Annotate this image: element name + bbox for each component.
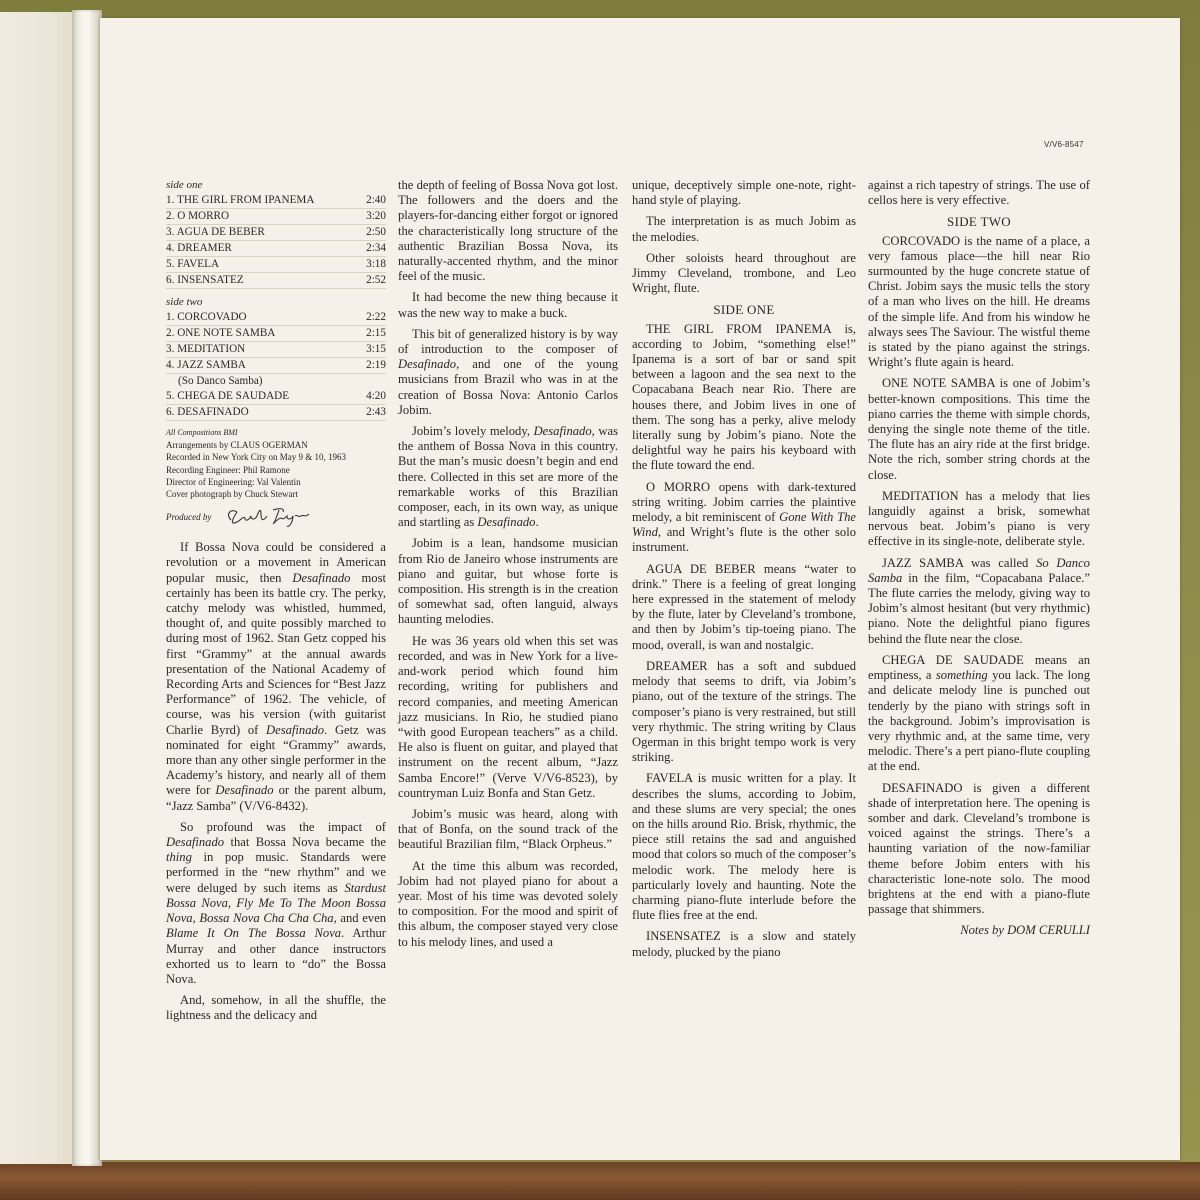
notes-italic-text: Desafinado	[477, 515, 536, 530]
producer-row	[166, 504, 386, 530]
track-row	[166, 358, 386, 374]
track-title: 1. THE GIRL FROM IPANEMA	[166, 194, 315, 206]
track-title: 6. INSENSATEZ	[166, 274, 244, 286]
notes-paragraph	[398, 327, 618, 418]
notes-text: AGUA DE BEBER means “water to drink.” There is a feeling of great longing here expressed in the statement of melody by the flute, later by Cleveland’s trombone, and then by Jobim’s tip-toeing piano. The mood, overall, is wan and nostalgic.	[632, 561, 856, 652]
notes-text: CHEGA DE SAUDADE means an emptiness, a	[868, 652, 1090, 683]
notes-text: , and Wright’s flute is the other solo instrument.	[632, 525, 856, 555]
track-time: 4:20	[366, 390, 386, 402]
track-title: (So Danco Samba)	[178, 375, 263, 387]
notes-text: MEDITATION has a melody that lies languidly against a brisk, somewhat nervous beat. Jobim’s piano is very effective in its single-note, deliberate style.	[868, 488, 1090, 549]
notes-paragraph	[868, 376, 1090, 482]
notes-text: It had become the new thing because it was the new way to make a buck.	[398, 290, 618, 320]
credits	[166, 427, 386, 500]
side-two-label: side two	[166, 296, 203, 308]
track-row	[166, 225, 386, 241]
notes-text: THE GIRL FROM IPANEMA is, according to Jobim, “something else!” Ipanema is a sort of bar or sand spit between a lagoon and the sea next to the Copacabana Beach near Rio. There are houses there, and Jobim lives in one of them. The song has a perky, alive melody literally sung by Jobim’s piano. Note the delightful way he pairs his keyboard with the flute toward the end.	[632, 321, 856, 473]
track-time: 3:20	[366, 210, 386, 222]
notes-paragraph	[868, 489, 1090, 550]
credit-arrangements: Arrangements by CLAUS OGERMAN	[166, 440, 308, 451]
track-row	[166, 209, 386, 225]
notes-paragraph	[868, 781, 1090, 918]
notes-text: He was 36 years old when this set was recorded, and was in New York for a live-and-work period which found him recording, writing for publishers and record companies, and meeting American jazz musicians. In Rio, he studied piano “with good European teachers” as a child. He also is fluent on guitar, and played that instrument on the recent album, “Jazz Samba Encore!” (Verve V/V6-8523), by countryman Luiz Bonfa and Stan Getz.	[398, 633, 618, 800]
notes-text: that Bossa Nova became the	[224, 835, 386, 850]
track-time: 3:15	[366, 343, 386, 355]
track-title: 2. ONE NOTE SAMBA	[166, 327, 276, 339]
track-row	[166, 310, 386, 326]
notes-credit: Notes by DOM CERULLI	[960, 923, 1090, 938]
notes-paragraph	[398, 178, 618, 284]
notes-text: INSENSATEZ is a slow and stately melody, plucked by the piano	[632, 929, 856, 959]
notes-text: And, somehow, in all the shuffle, the lightness and the delicacy and	[166, 993, 386, 1023]
track-time: 3:18	[366, 258, 386, 270]
notes-text: in the film, “Copacabana Palace.” The flute carries the melody, giving way to Jobim’s almost hesitant (but very rhythmic) piano. Note the delightful piano figures behind the flute near the close.	[868, 570, 1090, 646]
side-one-heading: SIDE ONE	[713, 302, 775, 318]
notes-paragraph	[398, 424, 618, 530]
notes-paragraph	[868, 556, 1090, 647]
notes-italic-text: Stardust Bossa Nova, Fly Me To The Moon Bossa Nova, Bossa Nova Cha Cha Cha,	[166, 880, 386, 926]
track-title: 3. AGUA DE BEBER	[166, 226, 265, 238]
column-1	[166, 178, 386, 1030]
notes-text: Jobim’s lovely melody,	[412, 424, 534, 439]
track-time: 2:50	[366, 226, 386, 238]
notes-text: the depth of feeling of Bossa Nova got lost. The followers and the doers and the players-for-dancing either forgot or ignored the characteristically long structure of the authentic Brazilian Bossa Nova, its naturally-accented rhythm, and the minor feel of the music.	[398, 178, 618, 284]
track-time: 2:19	[366, 359, 386, 371]
track-title: 4. JAZZ SAMBA	[166, 359, 246, 371]
gatefold-spine	[72, 10, 102, 1166]
notes-italic-text: Blame It On The Bossa Nova	[166, 926, 342, 941]
track-row	[166, 241, 386, 257]
track-title: 5. CHEGA DE SAUDADE	[166, 390, 290, 402]
track-time: 2:40	[366, 194, 386, 206]
track-title: 6. DESAFINADO	[166, 406, 249, 418]
notes-paragraph	[398, 290, 618, 320]
notes-paragraph	[398, 807, 618, 853]
track-time: 2:22	[366, 311, 386, 323]
notes-text: , and one of the young musicians from Brazil who was in at the creation of Bossa Nova: Antonio Carlos Jobim.	[398, 357, 618, 417]
track-time: 2:15	[366, 327, 386, 339]
notes-column-3a	[632, 178, 856, 296]
notes-paragraph	[632, 562, 856, 653]
notes-text: . Getz was nominated for eight “Grammy” awards, more than any other single performer in the Academy’s history, and nearly all of them were for	[166, 722, 387, 798]
notes-paragraph	[166, 540, 386, 814]
track-title: 2. O MORRO	[166, 210, 230, 222]
track-row	[166, 389, 386, 405]
notes-italic-text: Desafinado	[398, 357, 457, 372]
notes-paragraph	[398, 859, 618, 950]
notes-paragraph	[632, 771, 856, 923]
notes-text: At the time this album was recorded, Jobim had not played piano for about a year. Most of his time was devoted solely to composition. For the mood and spirit of this album, the composer stayed very close to his melody lines, and used a	[398, 858, 618, 949]
notes-text: DREAMER has a soft and subdued melody that seems to drift, via Jobim’s piano, out of the texture of the strings. The composer’s piano is very restrained, but still very rhythmic. The string writing by Claus Ogerman in this bright tempo work is very striking.	[632, 658, 856, 765]
credit-director: Director of Engineering: Val Valentin	[166, 476, 301, 487]
notes-text: unique, deceptively simple one-note, right-hand style of playing.	[632, 178, 856, 208]
notes-paragraph	[632, 659, 856, 765]
track-time: 2:52	[366, 274, 386, 286]
producer-signature-icon	[223, 504, 315, 530]
notes-text: CORCOVADO is the name of a place, a very famous place—the hill near Rio surmounted by the huge concrete statue of Christ. Jobim says the music tells the story of a man who lives on the hill. He dreams of the simple life. And from his window he always sees The Saviour. The wistful theme is stated by the piano against the strings. Wright’s flute again is heard.	[868, 233, 1090, 370]
notes-paragraph	[166, 993, 386, 1023]
left-panel-edge	[0, 12, 72, 1164]
notes-text: against a rich tapestry of strings. The use of cellos here is very effective.	[868, 178, 1090, 208]
track-time: 2:34	[366, 242, 386, 254]
notes-paragraph	[398, 536, 618, 627]
credit-bmi: All Compositions BMI	[166, 428, 238, 437]
notes-text: ONE NOTE SAMBA is one of Jobim’s better-known compositions. This time the piano carries the theme with simple chords, denying the single note theme of the title. The flute has an airy ride at the first bridge. Note the rich, somber string chords at the close.	[868, 376, 1090, 482]
notes-italic-text: thing	[166, 850, 192, 865]
track-title: 1. CORCOVADO	[166, 311, 247, 323]
notes-text: in pop music. Standards were performed in the “new rhythm” and we were deluged by such items as	[166, 850, 386, 895]
notes-paragraph	[868, 653, 1090, 775]
track-row	[166, 193, 386, 209]
notes-text: and even	[336, 911, 386, 926]
track-title: 4. DREAMER	[166, 242, 232, 254]
notes-paragraph	[868, 234, 1090, 371]
notes-paragraph	[632, 178, 856, 208]
notes-text: Jobim’s music was heard, along with that of Bonfa, on the sound track of the beautiful Brazilian film, “Black Orpheus.”	[398, 806, 618, 852]
notes-text: or the parent album, “Jazz Samba” (V/V6-8432).	[166, 783, 386, 813]
notes-column-4b	[868, 234, 1090, 918]
notes-text: most certainly has been its battle cry. The perky, catchy melody was whistled, hummed, thought of, and quite possibly marched to during most of 1962. Stan Getz copped his first “Grammy” at the annual awards presentation of the National Academy of Recording Arts and Sciences for “Best Jazz Performance” of 1962. The vehicle, of course, was his version (with guitarist Charlie Byrd) of	[166, 570, 386, 737]
notes-paragraph	[632, 322, 856, 474]
wood-surface	[0, 1162, 1200, 1200]
track-row	[166, 374, 386, 389]
notes-italic-text: Desafinado	[292, 570, 351, 585]
column-4	[868, 178, 1090, 939]
notes-text: , was the anthem of Bossa Nova in this country. But the man’s music doesn’t begin and end there. Collected in this set are more of the remarkable works of this Brazilian composer, each, in its own way, as unique and startling as	[398, 424, 618, 530]
credit-recorded: Recorded in New York City on May 9 & 10, 1963	[166, 452, 346, 463]
notes-italic-text: Desafinado	[166, 835, 225, 850]
notes-text: So profound was the impact of	[180, 819, 386, 834]
notes-text: JAZZ SAMBA was called	[882, 555, 1037, 570]
column-2	[398, 178, 618, 956]
notes-text: Other soloists heard throughout are Jimmy Cleveland, trombone, and Leo Wright, flute.	[632, 250, 856, 296]
notes-italic-text: So Danco Samba	[868, 555, 1090, 585]
notes-text: .	[535, 515, 539, 530]
notes-italic-text: Desafinado	[215, 783, 274, 798]
notes-paragraph	[398, 634, 618, 801]
tracklist-side-two	[166, 310, 386, 421]
produced-by-label: Produced by	[166, 511, 212, 522]
notes-italic-text: Desafinado	[533, 424, 592, 439]
notes-text: you lack. The long and delicate melody line is punched out tenderly by the piano with strings soft in the background. Jobim’s improvisation is very rhythmic and, at the same time, very melodic. There’s a pert piano-flute coupling at the end.	[868, 668, 1090, 774]
notes-paragraph	[868, 178, 1090, 208]
notes-paragraph	[632, 929, 856, 959]
track-title: 5. FAVELA	[166, 258, 220, 270]
notes-italic-text: Gone With The Wind	[632, 510, 856, 540]
column-3	[632, 178, 856, 966]
notes-text: This bit of generalized history is by way of introduction to the composer of	[398, 326, 618, 357]
notes-text: The interpretation is as much Jobim as the melodies.	[632, 214, 856, 244]
side-two-heading: SIDE TWO	[947, 214, 1011, 230]
credit-photo: Cover photograph by Chuck Stewart	[166, 489, 298, 500]
notes-italic-text: Desafinado	[266, 722, 325, 737]
catalog-number: V/V6-8547	[1044, 140, 1084, 149]
notes-column-3b	[632, 322, 856, 960]
notes-paragraph	[632, 251, 856, 297]
notes-text: DESAFINADO is given a different shade of interpretation here. The opening is somber and dark. Cleveland’s trombone is voiced against the strings. There’s a haunting variation of the now-familiar theme before Jobim enters with his characteristic lone-note solo. The mood brightens at the end with a piano-flute passage that shimmers.	[868, 780, 1090, 917]
side-one-label: side one	[166, 179, 203, 191]
track-row	[166, 326, 386, 342]
notes-text: O MORRO opens with dark-textured string writing. Jobim carries the plaintive melody, a bit reminiscent of	[632, 479, 856, 525]
credit-engineer: Recording Engineer: Phil Ramone	[166, 464, 290, 475]
notes-paragraph	[632, 480, 856, 556]
notes-italic-text: something	[935, 668, 988, 683]
notes-text: . Arthur Murray and other dance instructors exhorted us to learn to “do” the Bossa Nova.	[166, 926, 386, 986]
track-row	[166, 273, 386, 289]
track-row	[166, 405, 386, 421]
notes-column-1	[166, 540, 386, 1023]
notes-text: Jobim is a lean, handsome musician from Rio de Janeiro whose instruments are piano and guitar, but whose forte is composition. His strength is in the creation of somewhat sad, often languid, always haunting melodies.	[398, 536, 618, 627]
tracklist-side-one	[166, 193, 386, 289]
notes-column-4a	[868, 178, 1090, 208]
notes-paragraph	[166, 820, 386, 987]
notes-text: FAVELA is music written for a play. It describes the slums, according to Jobim, and these slums are very special; the ones on the hills around Rio. Brisk, rhythmic, the piece still retains the sad and anguished mood that colors so much of the composer’s melodic work. The melody here is particularly lovely and haunting. Note the charming piano-flute interlude before the flute flies free at the end.	[632, 771, 856, 923]
track-title: 3. MEDITATION	[166, 343, 246, 355]
notes-paragraph	[632, 214, 856, 244]
notes-column-2	[398, 178, 618, 950]
track-row	[166, 257, 386, 273]
track-row	[166, 342, 386, 358]
track-time: 2:43	[366, 406, 386, 418]
notes-text: If Bossa Nova could be considered a revolution or a movement in American popular music, then	[166, 540, 386, 585]
